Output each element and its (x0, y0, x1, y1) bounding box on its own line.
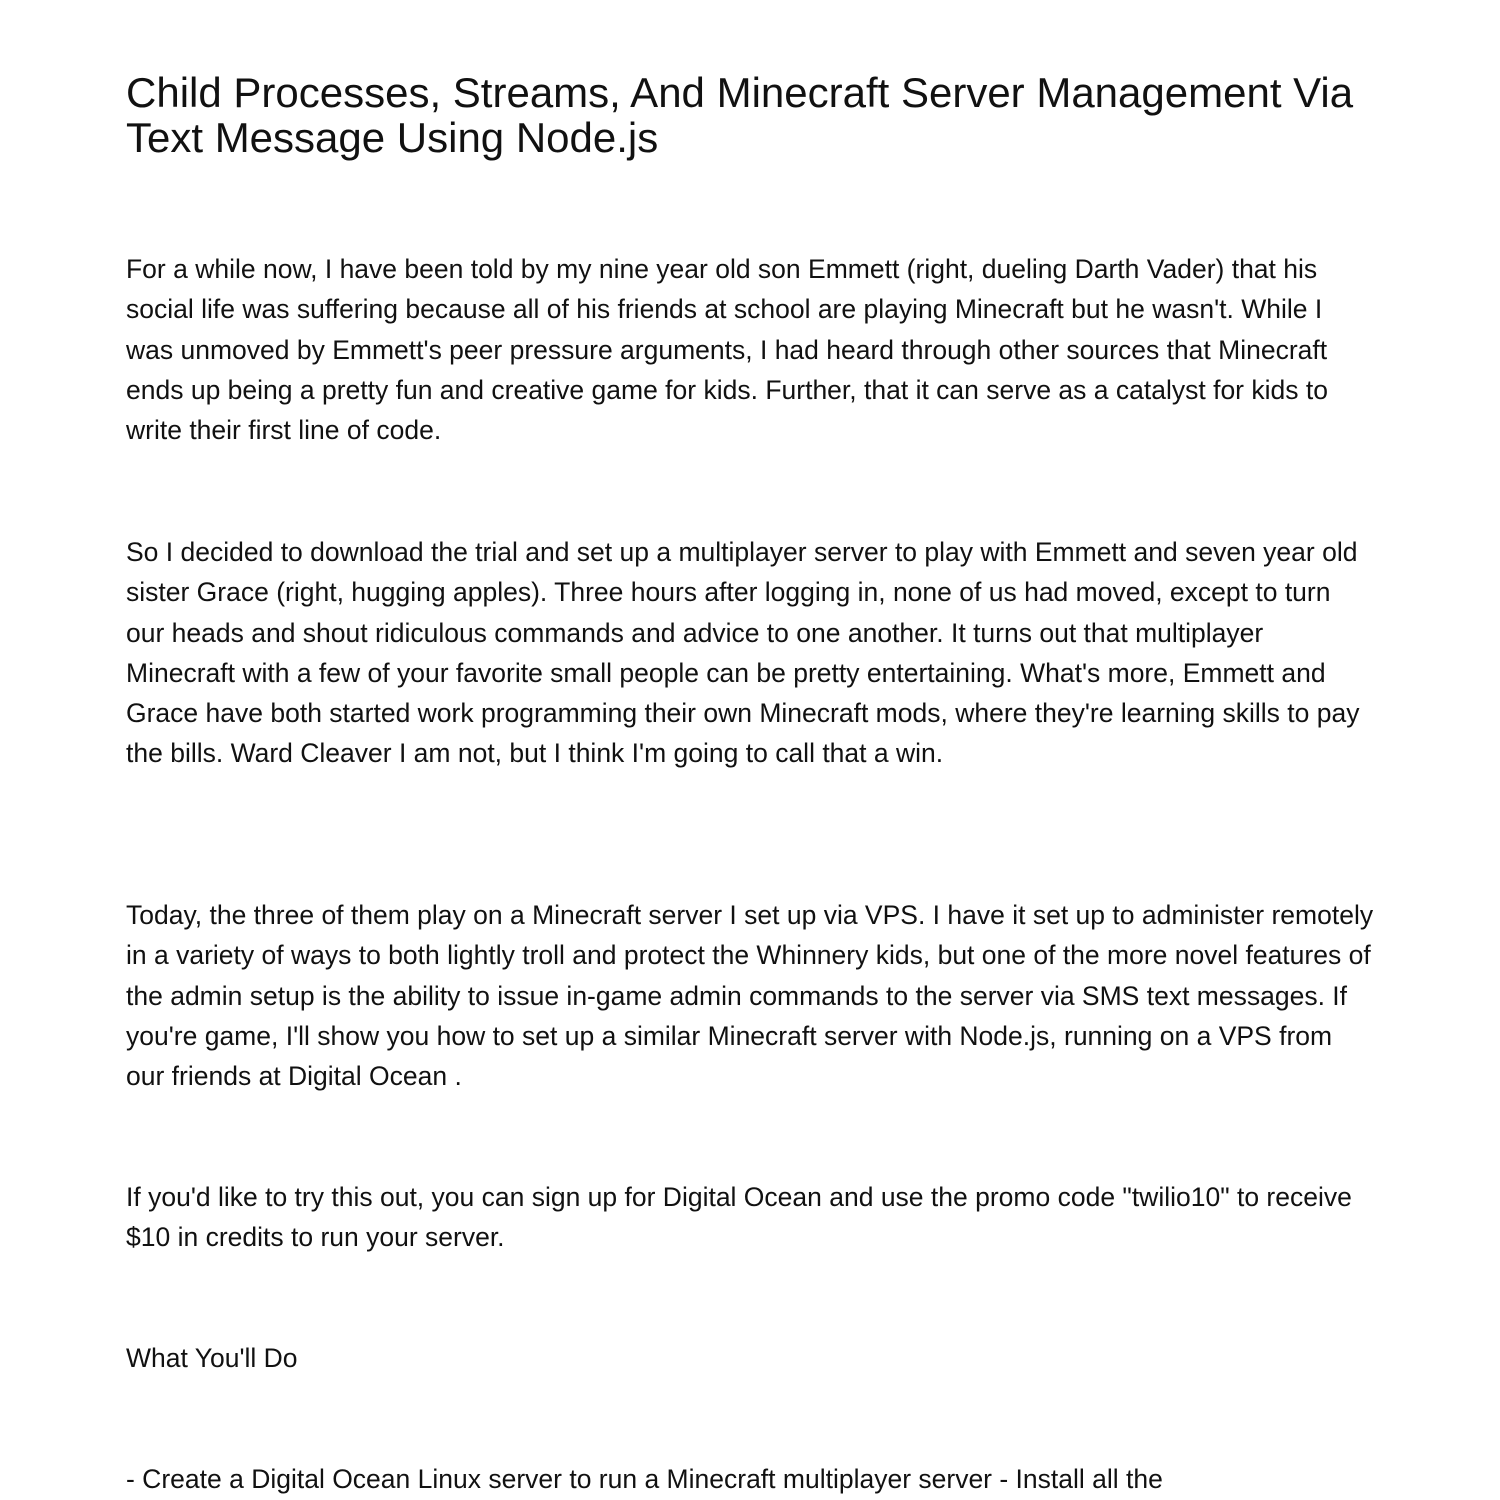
document-title: Child Processes, Streams, And Minecraft Server Management Via Text Message Using Node.js (126, 69, 1354, 161)
paragraph-5: - Create a Digital Ocean Linux server to run a Minecraft multiplayer server - Install all the (126, 1464, 1163, 1494)
paragraph-4: If you'd like to try this out, you can sign up for Digital Ocean and use the promo code "twilio10" to receive $10 in credits to run your server. (126, 1182, 1352, 1253)
paragraph-2: So I decided to download the trial and set up a multiplayer server to play with Emmett and seven year old sister Grace (right, hugging apples). Three hours after logging in, none of us had moved, except to turn our heads and shout ridiculous commands and advice to one another. It turns out that multiplayer Minecraft with a few of your favorite small people can be pretty entertaining. What's more, Emmett and Grace have both started work programming their own Minecraft mods, where they're learning skills to pay the bills. Ward Cleaver I am not, but I think I'm going to call that a win. (126, 537, 1360, 769)
section-heading: What You'll Do (126, 1343, 298, 1373)
paragraph-3: Today, the three of them play on a Minecraft server I set up via VPS. I have it set up to administer remotely in a variety of ways to both lightly troll and protect the Whinnery kids, but one of the more novel features of the admin setup is the ability to issue in-game admin commands to the server via SMS text messages. If you're game, I'll show you how to set up a similar Minecraft server with Node.js, running on a VPS from our friends at Digital Ocean . (126, 900, 1374, 1092)
paragraph-1: For a while now, I have been told by my nine year old son Emmett (right, dueling Darth Vader) that his social life was suffering because all of his friends at school are playing Minecraft but he wasn't. While I was unmoved by Emmett's peer pressure arguments, I had heard through other sources that Minecraft ends up being a pretty fun and creative game for kids. Further, that it can serve as a catalyst for kids to write their first line of code. (126, 254, 1328, 446)
